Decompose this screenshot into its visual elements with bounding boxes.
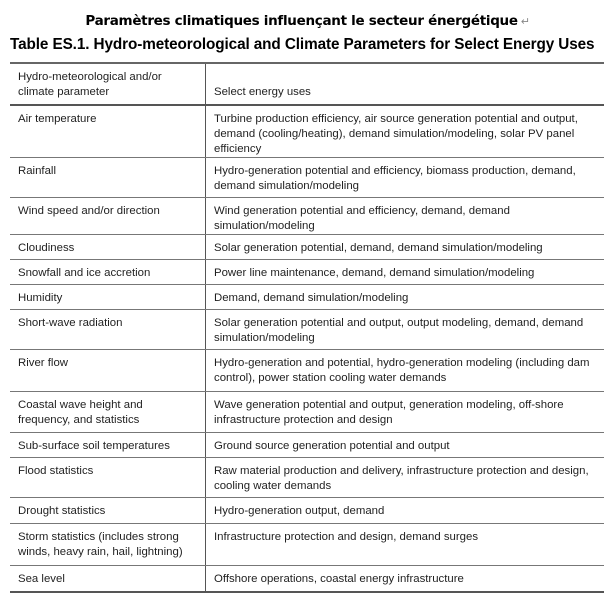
parameter-cell: Air temperature xyxy=(10,105,206,158)
parameter-cell: Storm statistics (includes strong winds, heavy rain, hail, lightning) xyxy=(10,524,206,566)
uses-cell: Solar generation potential and output, output modeling, demand, demand simulation/modeling xyxy=(206,310,605,350)
table-row xyxy=(10,350,604,392)
column-header-uses: Select energy uses xyxy=(206,63,605,105)
table-row xyxy=(10,498,604,524)
parameter-cell: Short-wave radiation xyxy=(10,310,206,350)
uses-cell: Hydro-generation potential and efficiency, biomass production, demand, demand simulation/modeling xyxy=(206,158,605,198)
parameter-cell: Sea level xyxy=(10,566,206,592)
return-mark-icon: ↵ xyxy=(520,15,530,28)
parameter-cell: Cloudiness xyxy=(10,235,206,260)
uses-cell: Wave generation potential and output, generation modeling, off-shore infrastructure protection and design xyxy=(206,392,605,433)
parameters-table xyxy=(10,62,604,593)
table-caption: Table ES.1. Hydro-meteorological and Climate Parameters for Select Energy Uses xyxy=(10,36,595,53)
uses-cell: Demand, demand simulation/modeling xyxy=(206,285,605,310)
table-row xyxy=(10,392,604,433)
parameter-cell: Humidity xyxy=(10,285,206,310)
uses-cell: Solar generation potential, demand, demand simulation/modeling xyxy=(206,235,605,260)
table-row xyxy=(10,433,604,458)
uses-cell: Turbine production efficiency, air source generation potential and output, demand (cooling/heating), demand simulation/modeling, solar PV panel efficiency xyxy=(206,105,605,158)
uses-cell: Offshore operations, coastal energy infrastructure xyxy=(206,566,605,592)
parameter-cell: Snowfall and ice accretion xyxy=(10,260,206,285)
uses-cell: Raw material production and delivery, infrastructure protection and design, cooling water demands xyxy=(206,458,605,498)
parameter-cell: Rainfall xyxy=(10,158,206,198)
table-row xyxy=(10,566,604,592)
table-row xyxy=(10,235,604,260)
parameter-cell: Coastal wave height and frequency, and statistics xyxy=(10,392,206,433)
parameter-cell: Wind speed and/or direction xyxy=(10,198,206,235)
parameter-cell: Drought statistics xyxy=(10,498,206,524)
table-row xyxy=(10,105,604,158)
table-row xyxy=(10,285,604,310)
french-title xyxy=(0,13,615,29)
uses-cell: Wind generation potential and efficiency, demand, demand simulation/modeling xyxy=(206,198,605,235)
table-header-row xyxy=(10,63,604,105)
uses-cell: Ground source generation potential and output xyxy=(206,433,605,458)
table-row xyxy=(10,524,604,566)
uses-cell: Power line maintenance, demand, demand simulation/modeling xyxy=(206,260,605,285)
table-row xyxy=(10,198,604,235)
table-row xyxy=(10,260,604,285)
uses-cell: Hydro-generation output, demand xyxy=(206,498,605,524)
parameter-cell: Flood statistics xyxy=(10,458,206,498)
french-title-text: Paramètres climatiques influençant le secteur énergétique xyxy=(85,13,518,29)
parameter-cell: Sub-surface soil temperatures xyxy=(10,433,206,458)
parameter-cell: River flow xyxy=(10,350,206,392)
column-header-parameter: Hydro-meteorological and/or climate parameter xyxy=(10,63,206,105)
table-row xyxy=(10,458,604,498)
uses-cell: Infrastructure protection and design, demand surges xyxy=(206,524,605,566)
table-row xyxy=(10,158,604,198)
uses-cell: Hydro-generation and potential, hydro-generation modeling (including dam control), power station cooling water demands xyxy=(206,350,605,392)
table-row xyxy=(10,310,604,350)
